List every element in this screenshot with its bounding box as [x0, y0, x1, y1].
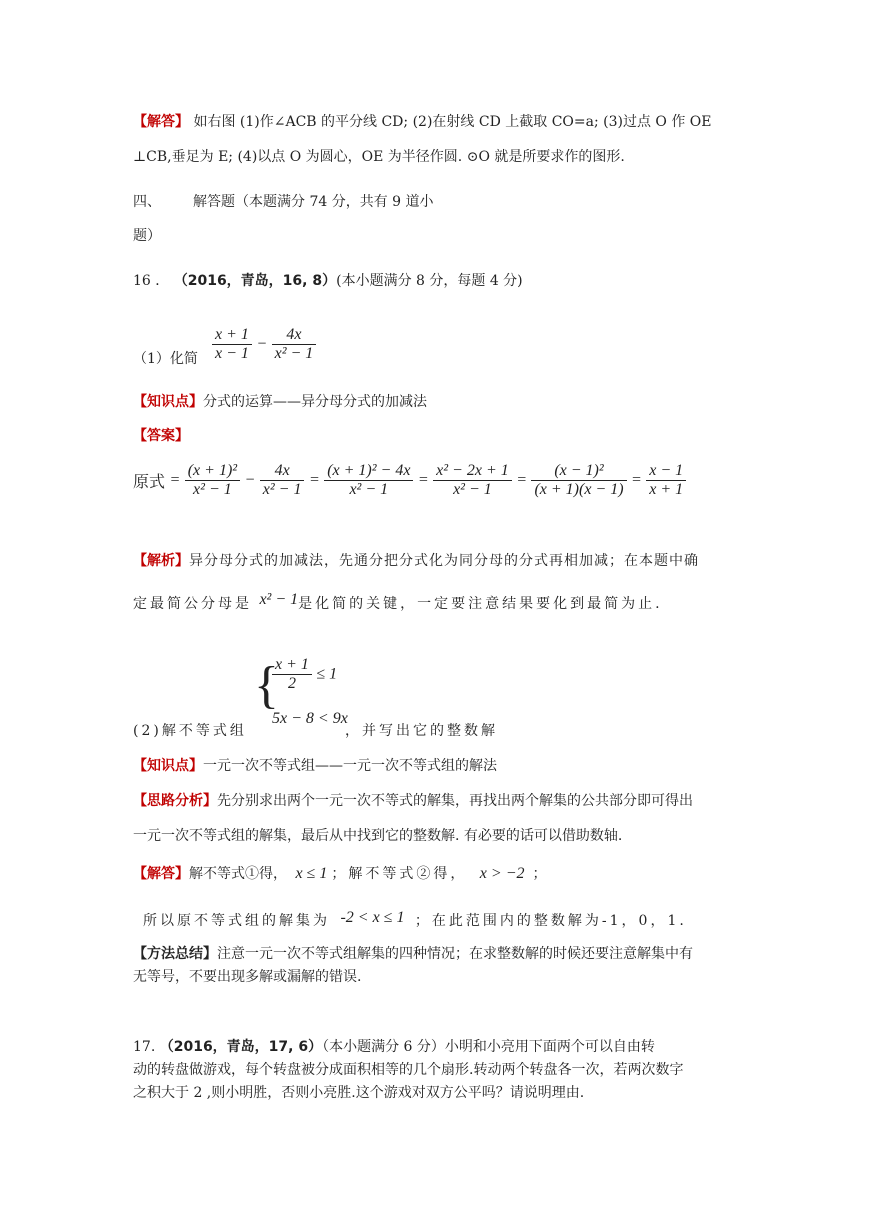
knowledge-text: 一元一次不等式组——一元一次不等式组的解法: [203, 758, 497, 774]
q16-score: (本小题满分 8 分，每题 4 分): [336, 273, 523, 289]
q16-part2-answer: [133, 864, 547, 884]
inequality-rhs: ≤ 1: [316, 665, 338, 683]
solution-expression: x > −2: [479, 865, 525, 882]
answer-text: 解不等式①得，: [189, 866, 287, 882]
fraction: $\frac{4x}{\text{x² − 1}}$: [260, 462, 305, 499]
q17-score: （本小题满分 6 分）: [322, 1039, 445, 1055]
section-title: 解答题（本题满分 74 分，共有 9 道小: [193, 194, 434, 210]
q17-line-1: [133, 1037, 655, 1057]
set-text: 所以原不等式组的解集为: [143, 913, 330, 929]
q16-knowledge-line: [133, 392, 427, 412]
fraction: $\frac{\text{(x + 1)²}}{\text{x² − 1}}$: [185, 462, 240, 499]
section-title-cont: 题）: [133, 228, 161, 244]
fraction: $\frac{\text{x² − 2x + 1}}{\text{x² − 1}}$: [433, 462, 512, 499]
fraction: $\frac{x - 1}{x + 1}$: [646, 462, 686, 499]
answer-tag: 【解答】: [133, 114, 189, 130]
q16-part1-expression: [212, 326, 316, 363]
q16-number: 16 ．: [133, 273, 170, 289]
q16-method-line-2: 无等号，不要出现多解或漏解的错误.: [133, 969, 362, 985]
q17-line-2: 动的转盘做游戏，每个转盘被分成面积相等的几个扇形.转动两个转盘各一次，若两次数字: [133, 1062, 684, 1078]
q17-source: （2016，青岛，17, 6）: [159, 1039, 323, 1055]
analysis-text: 是化简的关键，一定要注意结果要化到最简为止.: [298, 596, 663, 612]
derivation-lead: 原式: [133, 472, 166, 491]
idea-tag: 【思路分析】: [133, 793, 217, 809]
knowledge-text: 分式的运算——异分母分式的加减法: [203, 394, 427, 410]
q16-solution-set: [143, 911, 687, 931]
answer-line-2: ⊥CB,垂足为 E; (4)以点 O 为圆心，OE 为半径作圆. ⊙O 就是所要求作的图形.: [133, 149, 625, 165]
left-brace: {: [254, 657, 279, 714]
fraction: $\frac{x + 1}{2}$: [272, 656, 312, 693]
method-tag: 【方法总结】: [133, 946, 217, 962]
q17-text: 小明和小亮用下面两个可以自由转: [444, 1039, 655, 1055]
q16-part2-label-tail: ，并写出它的整数解: [345, 723, 498, 739]
q16-derivation: 原式 = $\frac{\text{(x + 1)²}}{\text{x² − 1}}$ − $\frac{4x}{\text{x² − 1}}$ = $\frac{\text{(x + 1)² − 4x}}{\text{x² − 1}}$ = $\frac{\text{x² − 2x + 1}}{\text{x² − 1}}$ = $\frac{\text{(x − 1)²}}{(x + 1)(x - 1)}$ = $\frac{x - 1}{x + 1}$: [133, 462, 686, 499]
idea-text: 先分别求出两个一元一次不等式的解集，再找出两个解集的公共部分即可得出: [217, 793, 693, 809]
answer-text: ；: [532, 866, 547, 882]
analysis-text: 定最简公分母是: [133, 596, 252, 612]
set-text: ；在此范围内的整数解为-1，0，1.: [414, 913, 687, 929]
q16-analysis-line-1: [133, 551, 699, 571]
q16-answer-tag: [133, 426, 189, 446]
answer-tag: 【解答】: [133, 866, 189, 882]
inequality-2: 5x − 8 < 9x: [272, 710, 348, 727]
q17-number: 17.: [133, 1039, 156, 1055]
knowledge-tag: 【知识点】: [133, 394, 203, 410]
solution-set-expression: -2 < x ≤ 1: [340, 909, 405, 926]
method-text: 注意一元一次不等式组解集的四种情况；在求整数解的时候还要注意解集中有: [217, 946, 693, 962]
answer-label: 【答案】: [133, 428, 189, 444]
answer-line-1: [133, 112, 711, 132]
q16-source: （2016，青岛，16, 8）: [173, 273, 337, 289]
q16-idea-line-1: [133, 791, 693, 811]
fraction: $\frac{4x}{\text{x² − 1}}$: [272, 326, 317, 363]
fraction: $\frac{x + 1}{x - 1}$: [212, 326, 252, 363]
q16-method-line-1: [133, 944, 693, 964]
fraction: $\frac{\text{(x + 1)² − 4x}}{\text{x² − 1}}$: [324, 462, 413, 499]
lcd-expression: x² − 1: [259, 591, 299, 608]
answer-text: ；解不等式②得，: [331, 866, 468, 882]
minus-sign: −: [256, 335, 268, 353]
knowledge-tag: 【知识点】: [133, 758, 203, 774]
q16-idea-line-2: 一元一次不等式组的解集，最后从中找到它的整数解. 有必要的话可以借助数轴.: [133, 828, 623, 844]
answer-text-1: 如右图 (1)作∠ACB 的平分线 CD; (2)在射线 CD 上截取 CO=a; (3)过点 O 作 OE: [189, 114, 712, 130]
fraction: $\frac{\text{(x − 1)²}}{(x + 1)(x - 1)}$: [531, 462, 626, 499]
section-number: 四、: [133, 194, 161, 210]
q17-line-3: 之积大于 2 ,则小明胜，否则小亮胜.这个游戏对双方公平吗？请说明理由.: [133, 1085, 585, 1101]
q16-part2-label: (2)解不等式组: [133, 723, 247, 739]
q16-analysis-line-2: [133, 591, 663, 614]
q16-part2-knowledge: [133, 756, 497, 776]
solution-expression: x ≤ 1: [295, 865, 328, 882]
analysis-tag: 【解析】: [133, 553, 189, 569]
analysis-text: 异分母分式的加减法，先通分把分式化为同分母的分式再相加减；在本题中确: [189, 553, 699, 569]
q16-header: [133, 271, 523, 291]
q16-part1-label: （1）化简: [133, 351, 198, 367]
